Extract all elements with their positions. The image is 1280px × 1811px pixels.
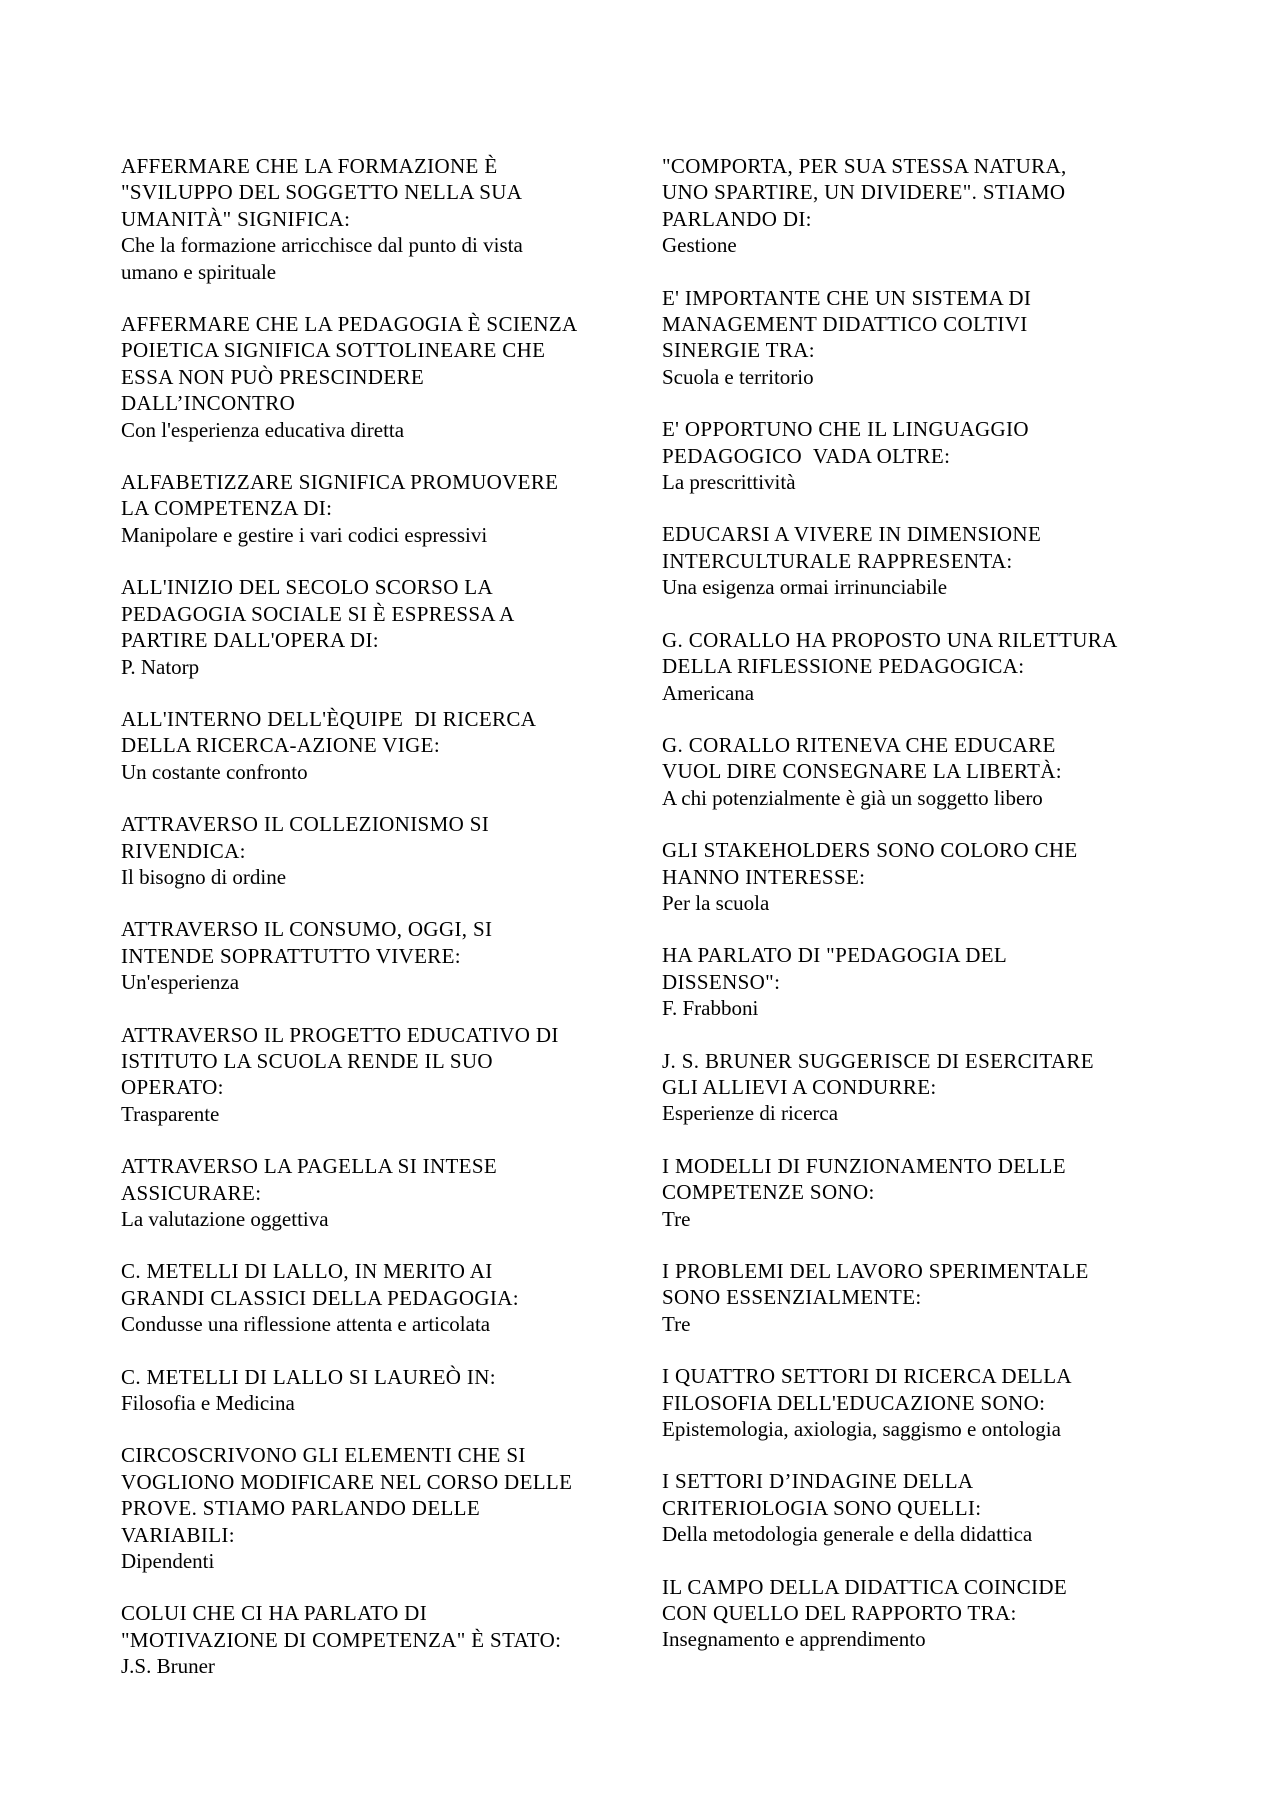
qa-entry [121,916,641,995]
question-text: I QUATTRO SETTORI DI RICERCA DELLA FILOSOFIA DELL'EDUCAZIONE SONO: [662,1364,1072,1415]
question-text: "COMPORTA, PER SUA STESSA NATURA, UNO SPARTIRE, UN DIVIDERE". STIAMO PARLANDO DI: [662,154,1067,231]
answer-text: La valutazione oggettiva [121,1207,329,1231]
answer-text: Della metodologia generale e della didattica [662,1522,1033,1547]
qa-entry [121,153,641,285]
question-text: HA PARLATO DI "PEDAGOGIA DEL DISSENSO": [662,943,1008,994]
qa-entry [662,1574,1182,1653]
answer-text: Epistemologia, axiologia, saggismo e ontologia [662,1417,1061,1442]
question-text: ALL'INIZIO DEL SECOLO SCORSO LA PEDAGOGIA SOCIALE SI È ESPRESSA A PARTIRE DALL'OPERA DI: [121,575,515,653]
left-column [121,153,641,1706]
question-text: GLI STAKEHOLDERS SONO COLORO CHE HANNO INTERESSE: [662,838,1078,889]
qa-entry [121,574,641,680]
question-text: EDUCARSI A VIVERE IN DIMENSIONE INTERCULTURALE RAPPRESENTA: [662,522,1042,573]
question-text: C. METELLI DI LALLO, IN MERITO AI GRANDI CLASSICI DELLA PEDAGOGIA: [121,1259,519,1310]
qa-entry [121,1600,641,1679]
qa-entry [662,1048,1182,1127]
answer-text: Che la formazione arricchisce dal punto di vista umano e spirituale [121,233,523,284]
answer-text: Con l'esperienza educativa diretta [121,417,405,442]
question-text: G. CORALLO RITENEVA CHE EDUCARE VUOL DIRE CONSEGNARE LA LIBERTÀ: [662,732,1062,784]
qa-entry [662,285,1182,391]
answer-text: Scuola e territorio [662,364,814,389]
qa-entry [121,1442,641,1574]
question-text: I PROBLEMI DEL LAVORO SPERIMENTALE SONO ESSENZIALMENTE: [662,1259,1089,1310]
answer-text: Esperienze di ricerca [662,1101,839,1126]
question-text: ATTRAVERSO LA PAGELLA SI INTESE ASSICURARE: [121,1154,498,1205]
qa-entry [662,732,1182,811]
question-text: ATTRAVERSO IL CONSUMO, OGGI, SI INTENDE SOPRATTUTTO VIVERE: [121,917,493,968]
qa-entry [121,1364,641,1417]
qa-entry [662,1468,1182,1547]
answer-text: P. Natorp [121,654,200,679]
answer-text: La prescrittività [662,470,796,495]
question-text: AFFERMARE CHE LA FORMAZIONE È "SVILUPPO DEL SOGGETTO NELLA SUA UMANITÀ" SIGNIFICA: [121,154,523,231]
question-text: E' IMPORTANTE CHE UN SISTEMA DI MANAGEMENT DIDATTICO COLTIVI SINERGIE TRA: [662,285,1032,363]
question-text: I SETTORI D’INDAGINE DELLA CRITERIOLOGIA SONO QUELLI: [662,1469,982,1520]
qa-entry [662,1363,1182,1442]
question-text: G. CORALLO HA PROPOSTO UNA RILETTURA DELLA RIFLESSIONE PEDAGOGICA: [662,627,1118,679]
question-text: IL CAMPO DELLA DIDATTICA COINCIDE CON QUELLO DEL RAPPORTO TRA: [662,1574,1068,1626]
qa-entry [121,1022,641,1128]
answer-text: Il bisogno di ordine [121,864,287,889]
answer-text: Manipolare e gestire i vari codici espressivi [121,522,488,547]
answer-text: Insegnamento e apprendimento [662,1627,926,1652]
answer-text: Per la scuola [662,890,770,915]
answer-text: Filosofia e Medicina [121,1391,295,1416]
question-text: E' OPPORTUNO CHE IL LINGUAGGIO PEDAGOGICO VADA OLTRE: [662,417,1029,468]
question-text: ATTRAVERSO IL COLLEZIONISMO SI RIVENDICA: [121,812,490,863]
answer-text: Gestione [662,233,737,258]
question-text: C. METELLI DI LALLO SI LAUREÒ IN: [121,1364,496,1389]
qa-entry [121,1258,641,1337]
answer-text: Condusse una riflessione attenta e articolata [121,1312,491,1337]
answer-text: J.S. Bruner [121,1654,215,1679]
qa-entry [121,706,641,785]
qa-entry [662,1153,1182,1232]
right-column [662,153,1182,1679]
qa-entry [662,942,1182,1021]
answer-text: Un costante confronto [121,759,308,784]
answer-text: Una esigenza ormai irrinunciabile [662,575,948,600]
qa-entry [662,416,1182,495]
qa-entry [662,1258,1182,1337]
question-text: CIRCOSCRIVONO GLI ELEMENTI CHE SI VOGLIONO MODIFICARE NEL CORSO DELLE PROVE. STIAMO PARLANDO DELLE VARIABILI: [121,1443,573,1547]
answer-text: A chi potenzialmente è già un soggetto libero [662,785,1043,810]
question-text: AFFERMARE CHE LA PEDAGOGIA È SCIENZA POIETICA SIGNIFICA SOTTOLINEARE CHE ESSA NON PUÒ PRESCINDERE DALL’INCONTRO [121,312,578,416]
qa-entry [662,627,1182,706]
answer-text: Un'esperienza [121,970,240,995]
qa-entry [121,811,641,890]
qa-entry [121,469,641,548]
answer-text: Tre [662,1311,691,1336]
qa-entry [121,311,641,443]
qa-entry [662,153,1182,259]
question-text: COLUI CHE CI HA PARLATO DI "MOTIVAZIONE DI COMPETENZA" È STATO: [121,1601,562,1652]
answer-text: F. Frabboni [662,996,759,1021]
qa-entry [662,837,1182,916]
answer-text: Trasparente [121,1101,220,1126]
question-text: I MODELLI DI FUNZIONAMENTO DELLE COMPETENZE SONO: [662,1153,1066,1205]
question-text: ALL'INTERNO DELL'ÈQUIPE DI RICERCA DELLA RICERCA-AZIONE VIGE: [121,706,537,758]
qa-entry [662,521,1182,600]
answer-text: Americana [662,680,755,705]
question-text: ALFABETIZZARE SIGNIFICA PROMUOVERE LA COMPETENZA DI: [121,470,559,521]
question-text: J. S. BRUNER SUGGERISCE DI ESERCITARE GLI ALLIEVI A CONDURRE: [662,1048,1094,1099]
question-text: ATTRAVERSO IL PROGETTO EDUCATIVO DI ISTITUTO LA SCUOLA RENDE IL SUO OPERATO: [121,1022,559,1100]
qa-entry [121,1153,641,1232]
answer-text: Tre [662,1206,691,1231]
answer-text: Dipendenti [121,1549,215,1574]
